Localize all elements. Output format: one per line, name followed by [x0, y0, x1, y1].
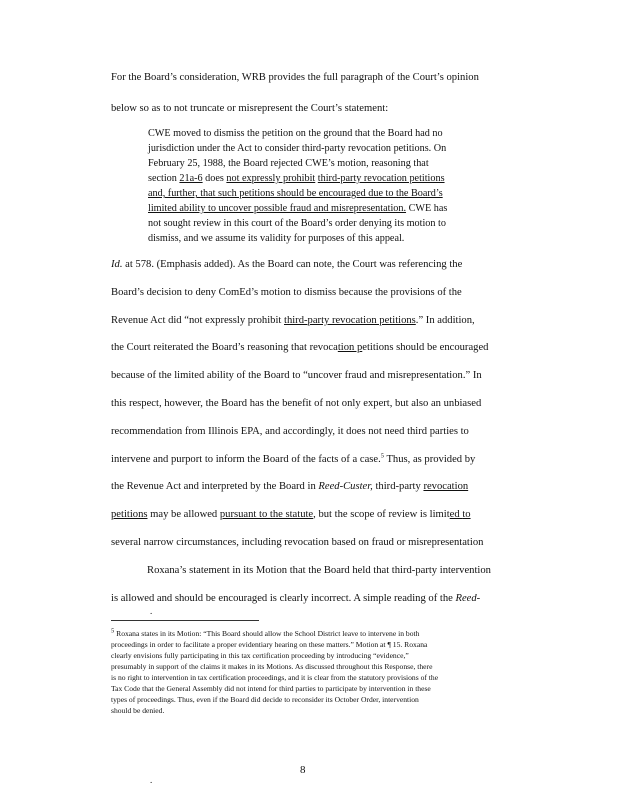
quote-line: section 21a-6 does not expressly prohibit third-party revocation petitions [148, 173, 445, 184]
text-line: this respect, however, the Board has the benefit of not only expert, but also an unbiased [111, 398, 482, 409]
quote-line: not sought review in this court of the Board’s order denying its motion to [148, 218, 446, 229]
footnote-divider [111, 620, 259, 621]
text-line: Revenue Act did “not expressly prohibit third-party revocation petitions.” In addition, [111, 315, 475, 326]
quote-line: February 25, 1988, the Board rejected CWE’s motion, reasoning that [148, 158, 429, 169]
scan-speck: . [150, 775, 153, 785]
text-line: recommendation from Illinois EPA, and accordingly, it does not need third parties to [111, 426, 469, 437]
text-line: For the Board’s consideration, WRB provides the full paragraph of the Court’s opinion [111, 72, 479, 83]
text-line: Board’s decision to deny ComEd’s motion to dismiss because the provisions of the [111, 287, 462, 298]
text-line: the Court reiterated the Board’s reasoning that revocation petitions should be encouraged [111, 342, 489, 353]
text-line: petitions may be allowed pursuant to the statute, but the scope of review is limited to [111, 509, 471, 520]
footnote-line: clearly envisions fully participating in this tax certification proceeding by introducing “evidence,” [111, 651, 409, 660]
footnote-line: presumably in support of the claims it makes in its Motions. As discussed throughout this Response, there [111, 662, 433, 671]
quote-line: CWE moved to dismiss the petition on the ground that the Board had no [148, 128, 443, 139]
quote-line: and, further, that such petitions should be encouraged due to the Board’s [148, 188, 443, 199]
page-number: 8 [300, 764, 306, 776]
text-line: because of the limited ability of the Board to “uncover fraud and misrepresentation.” In [111, 370, 482, 381]
footnote-line: Tax Code that the General Assembly did not intend for third parties to participate by intervention in these [111, 684, 431, 693]
footnote-reference: 5 [380, 452, 384, 460]
quote-line: jurisdiction under the Act to consider third-party revocation petitions. On [148, 143, 447, 154]
text-line: the Revenue Act and interpreted by the Board in Reed-Custer, third-party revocation [111, 481, 469, 492]
text-line: intervene and purport to inform the Board of the facts of a case.$^5$ Thus, as provided by [111, 452, 476, 465]
footnote-line: should be denied. [111, 706, 165, 715]
footnote-line: types of proceedings. Thus, even if the Board did decide to reconsider its October Order, intervention [111, 695, 419, 704]
text-line: several narrow circumstances, including revocation based on fraud or misrepresentation [111, 537, 484, 548]
text-line: is allowed and should be encouraged is clearly incorrect. A simple reading of the Reed- [111, 593, 481, 604]
quote-line: limited ability to uncover possible fraud and misrepresentation. CWE has [148, 203, 448, 214]
footnote-line: proceedings in order to facilitate a proper evidentiary hearing on these matters.” Motion at ¶ 15. Roxana [111, 640, 428, 649]
footnote-line: is no right to intervention in tax certification proceedings, and it is clear from the statutory provisions of the [111, 673, 439, 682]
scan-speck: . [150, 606, 153, 616]
quote-line: dismiss, and we assume its validity for purposes of this appeal. [148, 233, 405, 244]
text-line: Roxana’s statement in its Motion that the Board held that third-party intervention [147, 565, 491, 576]
text-line: below so as to not truncate or misrepresent the Court’s statement: [111, 103, 389, 114]
footnote-line: $^5$ Roxana states in its Motion: “This Board should allow the School District leave to intervene in both [111, 627, 420, 638]
text-line: Id. at 578. (Emphasis added). As the Board can note, the Court was referencing the [111, 259, 463, 270]
